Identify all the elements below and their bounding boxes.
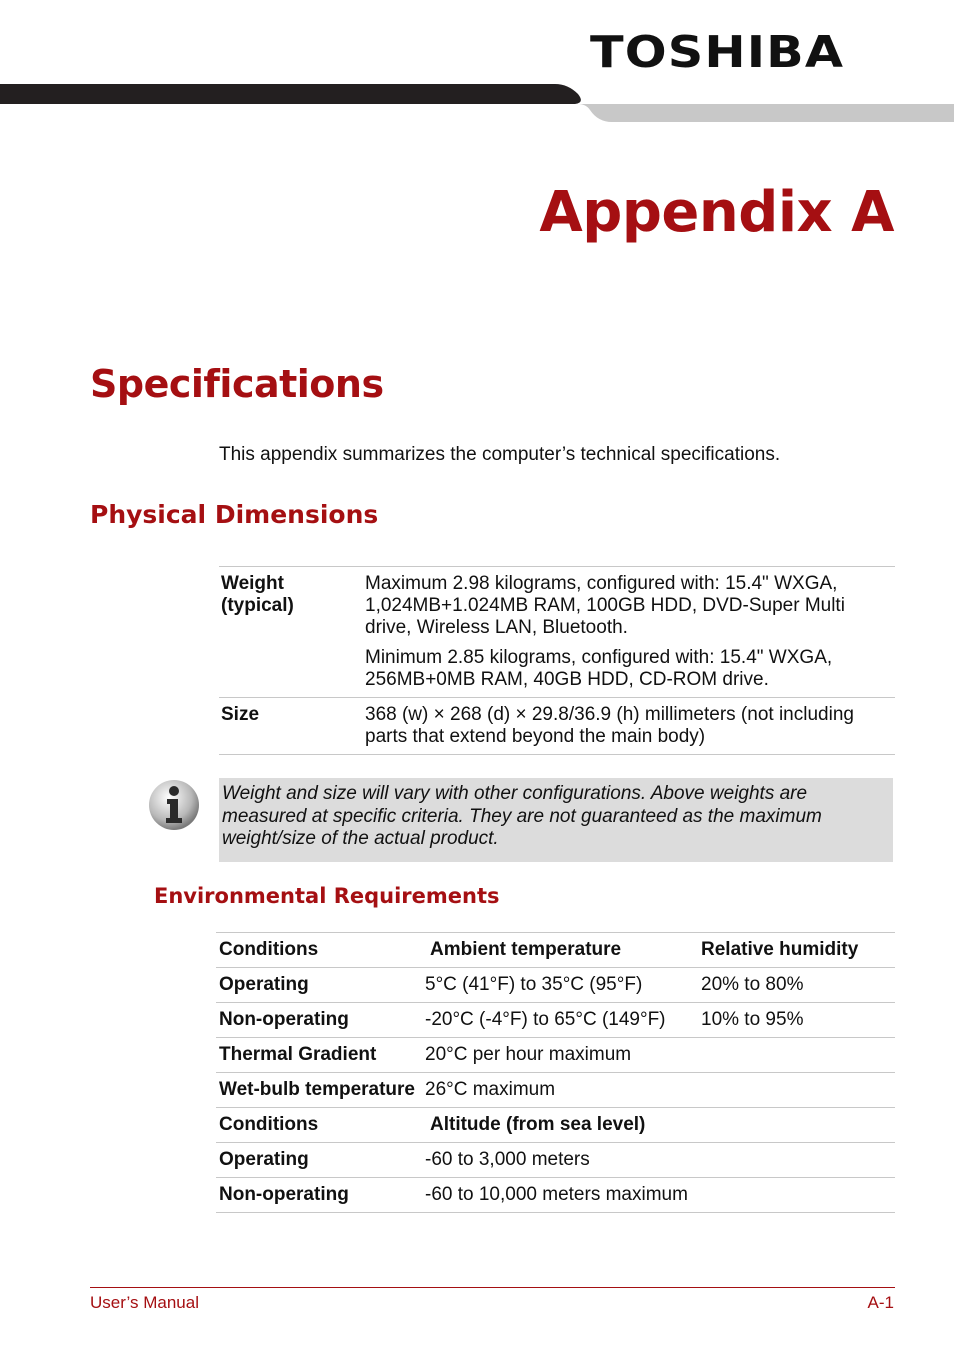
cell: 20°C per hour maximum (422, 1038, 895, 1073)
table-row (219, 567, 895, 698)
cell: Conditions (216, 933, 422, 968)
intro-text: This appendix summarizes the computer’s technical specifications. (219, 444, 781, 465)
weight-minimum: Minimum 2.85 kilograms, configured with: 15.4" WXGA, 256MB+0MB RAM, 40GB HDD, CD-ROM drive. (365, 647, 833, 690)
row-label: Weight (typical) (219, 567, 363, 698)
cell: Wet-bulb temperature (216, 1073, 422, 1108)
environmental-requirements-table (216, 932, 895, 1213)
row-value (363, 567, 895, 698)
table-header-row (216, 933, 895, 968)
cell: 26°C maximum (422, 1073, 895, 1108)
cell: Operating (216, 1143, 422, 1178)
footer-divider (90, 1287, 895, 1288)
physical-dimensions-heading: Physical Dimensions (90, 500, 379, 529)
info-icon (147, 778, 201, 832)
size-value: 368 (w) × 268 (d) × 29.8/36.9 (h) millimeters (not including parts that extend beyond the main body) (365, 704, 854, 747)
cell: Altitude (from sea level) (422, 1108, 895, 1143)
weight-maximum: Maximum 2.98 kilograms, configured with: 15.4" WXGA, 1,024MB+1.024MB RAM, 100GB HDD, DVD-Super Multi drive, Wireless LAN, Bluetooth. (365, 573, 845, 638)
table-header-row (216, 1108, 895, 1143)
table-row (216, 1038, 895, 1073)
footer-manual-label: User’s Manual (90, 1293, 199, 1312)
table-row (216, 1003, 895, 1038)
page-number: A-1 (867, 1293, 894, 1312)
cell: Conditions (216, 1108, 422, 1143)
table-row (216, 1143, 895, 1178)
cell: -60 to 3,000 meters (422, 1143, 895, 1178)
cell: -60 to 10,000 meters maximum (422, 1178, 895, 1213)
cell: -20°C (-4°F) to 65°C (149°F) (422, 1003, 698, 1038)
header-bars (0, 84, 954, 124)
toshiba-logo: TOSHIBA (590, 27, 845, 78)
appendix-title: Appendix A (539, 180, 894, 245)
row-label: Size (219, 698, 363, 755)
section-heading: Specifications (90, 362, 384, 406)
cell: 10% to 95% (698, 1003, 895, 1038)
cell: Thermal Gradient (216, 1038, 422, 1073)
table-row (216, 1178, 895, 1213)
table-row (219, 698, 895, 755)
table-row (216, 1073, 895, 1108)
cell: Ambient temperature (422, 933, 698, 968)
info-note: Weight and size will vary with other configurations. Above weights are measured at specific criteria. They are not guaranteed as the maximum weight/size of the actual product. (219, 778, 893, 862)
cell: Non-operating (216, 1003, 422, 1038)
physical-dimensions-table (219, 566, 895, 755)
cell: 20% to 80% (698, 968, 895, 1003)
cell: 5°C (41°F) to 35°C (95°F) (422, 968, 698, 1003)
environmental-requirements-heading: Environmental Requirements (154, 884, 500, 908)
row-value (363, 698, 895, 755)
table-row (216, 968, 895, 1003)
cell: Operating (216, 968, 422, 1003)
cell: Non-operating (216, 1178, 422, 1213)
cell: Relative humidity (698, 933, 895, 968)
